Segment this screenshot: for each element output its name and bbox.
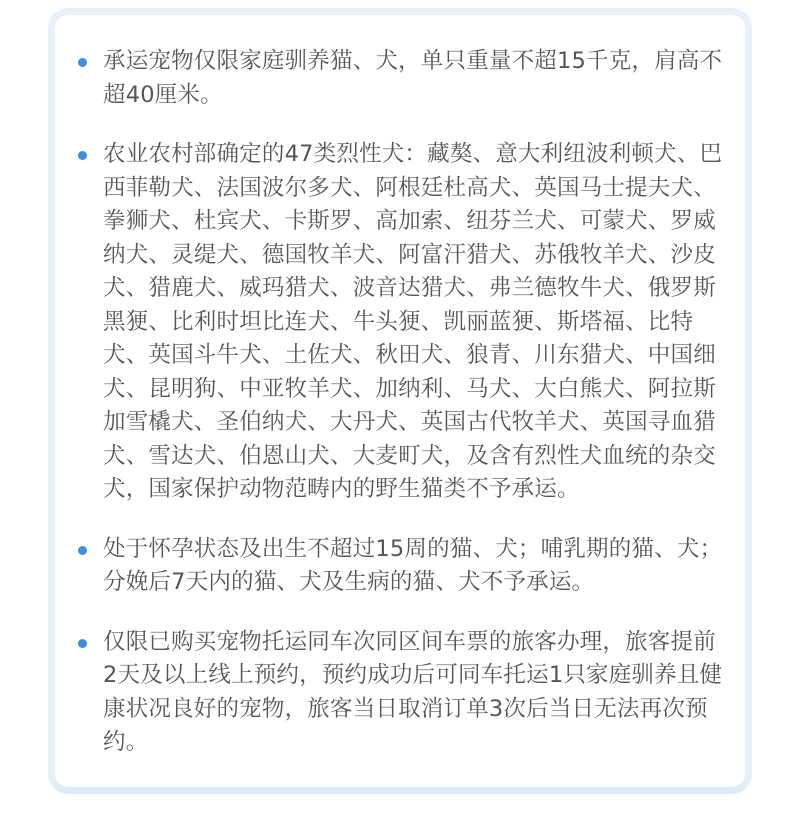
rule-item-booking (73, 626, 723, 760)
bullet-dot-icon (78, 58, 87, 67)
rule-text: 仅限已购买宠物托运同车次同区间车票的旅客办理，旅客提前2天及以上线上预约，预约成功后可同车托运1只家庭驯养且健康状况良好的宠物，旅客当日取消订单3次后当日无法再次预约。 (103, 628, 723, 755)
pet-transport-rules-card (48, 8, 752, 794)
rule-text: 处于怀孕状态及出生不超过15周的猫、犬；哺乳期的猫、犬；分娩后7天内的猫、犬及生病的猫、犬不予承运。 (103, 535, 723, 595)
rule-text: 承运宠物仅限家庭驯养猫、犬，单只重量不超15千克，肩高不超40厘米。 (103, 48, 723, 108)
bullet-dot-icon (78, 546, 87, 555)
rule-text: 农业农村部确定的47类烈性犬：藏獒、意大利纽波利顿犬、巴西菲勒犬、法国波尔多犬、阿根廷杜高犬、英国马士提夫犬、拳狮犬、杜宾犬、卡斯罗、高加索、纽芬兰犬、可蒙犬、罗威纳犬、灵缇犬、德国牧羊犬、阿富汗猎犬、苏俄牧羊犬、沙皮犬、猎鹿犬、威玛猎犬、波音达猎犬、弗兰德牧牛犬、俄罗斯黑㹴、比利时坦比连犬、牛头㹴、凯丽蓝㹴、斯塔福、比特犬、英国斗牛犬、土佐犬、秋田犬、狼青、川东猎犬、中国细犬、昆明狗、中亚牧羊犬、加纳利、马犬、大白熊犬、阿拉斯加雪橇犬、圣伯纳犬、大丹犬、英国古代牧羊犬、英国寻血猎犬、雪达犬、伯恩山犬、大麦町犬，及含有烈性犬血统的杂交犬，国家保护动物范畴内的野生猫类不予承运。 (103, 141, 723, 502)
rule-item-weight-limit (73, 45, 723, 112)
rule-item-pregnancy-health (73, 533, 723, 600)
bullet-dot-icon (78, 639, 87, 648)
bullet-dot-icon (78, 151, 87, 160)
rule-item-dangerous-breeds (73, 138, 723, 507)
